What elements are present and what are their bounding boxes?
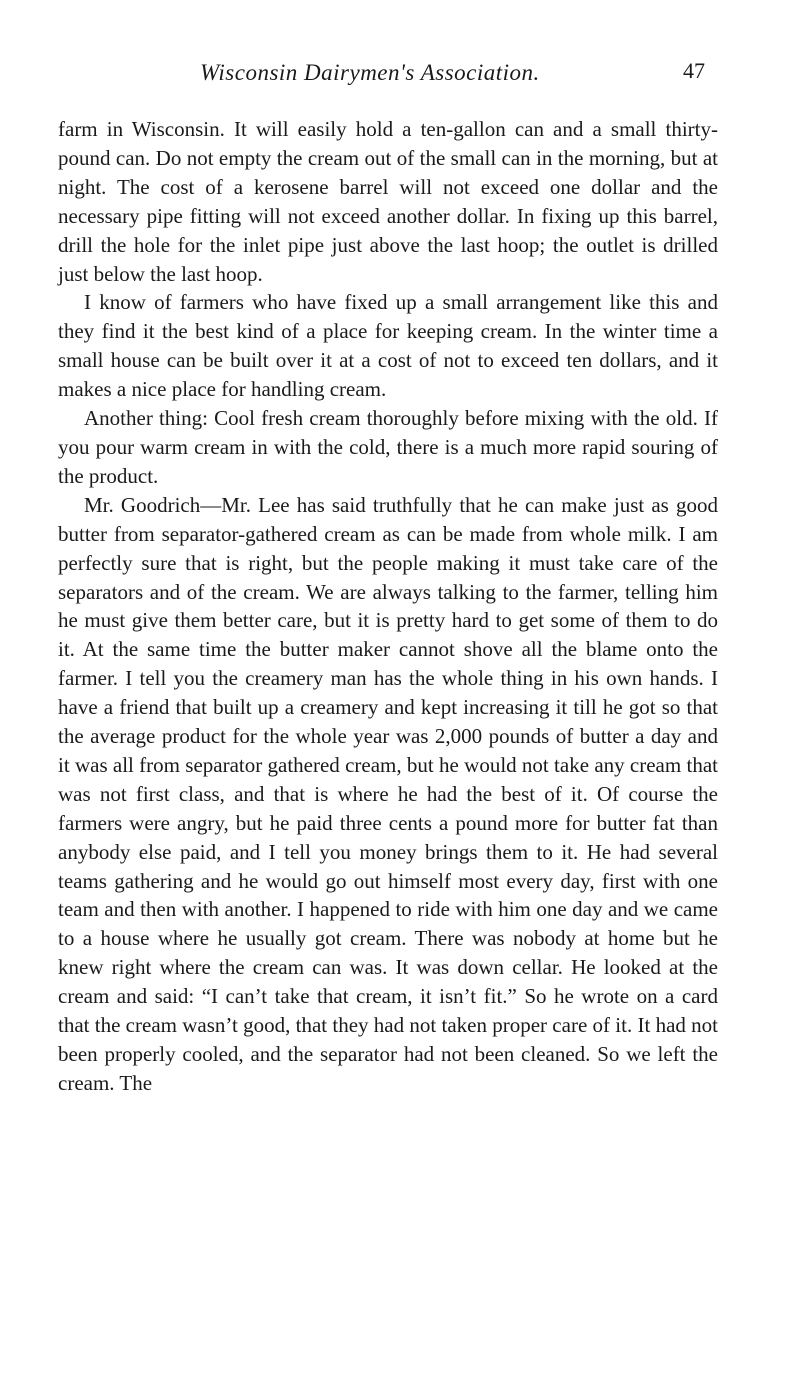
paragraph-cool-cream: Another thing: Cool fresh cream thoroughly before mixing with the old. If you pour warm cream in with the cold, there is a much more rapid souring of the product. (58, 406, 718, 488)
paragraph-farmers-arrangement: I know of farmers who have fixed up a small arrangement like this and they find it the best kind of a place for keeping cream. In the winter time a small house can be built over it at a cost of not to exceed ten dollars, and it makes a nice place for handling cream. (58, 290, 718, 402)
page-number: 47 (683, 58, 705, 83)
running-head (0, 60, 798, 94)
journal-title: Wisconsin Dairymen's Association. (200, 60, 540, 85)
paragraph-goodrich: Mr. Goodrich—Mr. Lee has said truthfully that he can make just as good butter from separator-gathered cream as can be made from whole milk. I am perfectly sure that is right, but the people making it must take care of the separators and of the cream. We are always talking to the farmer, telling him he must give them better care, but it is pretty hard to get some of them to do it. At the same time the butter maker cannot shove all the blame onto the farmer. I tell you the creamery man has the whole thing in his own hands. I have a friend that built up a creamery and kept increasing it till he got so that the average product for the whole year was 2,000 pounds of butter a day and it was all from separator gathered cream, but he would not take any cream that was not first class, and that is where he had the best of it. Of course the farmers were angry, but he paid three cents a pound more for butter fat than anybody else paid, and I tell you money brings them to it. He had several teams gathering and he would go out himself most every day, first with one team and then with another. I happened to ride with him one day and we came to a house where he usually got cream. There was nobody at home but he knew right where the cream can was. It was down cellar. He looked at the cream and said: “I can’t take that cream, it isn’t fit.” So he wrote on a card that the cream wasn’t good, that they had not taken proper care of it. It had not been properly cooled, and the separator had not been cleaned. So we left the cream. The (58, 492, 718, 1095)
paragraph-continued: farm in Wisconsin. It will easily hold a ten-gallon can and a small thirty-pound can. Do not empty the cream out of the small can in the morning, but at night. The cost of a kerosene barrel will not exceed one dollar and the necessary pipe fitting will not exceed another dollar. In fixing up this barrel, drill the hole for the inlet pipe just above the last hoop; the outlet is drilled just below the last hoop. (58, 117, 718, 286)
body-text (58, 115, 718, 1098)
